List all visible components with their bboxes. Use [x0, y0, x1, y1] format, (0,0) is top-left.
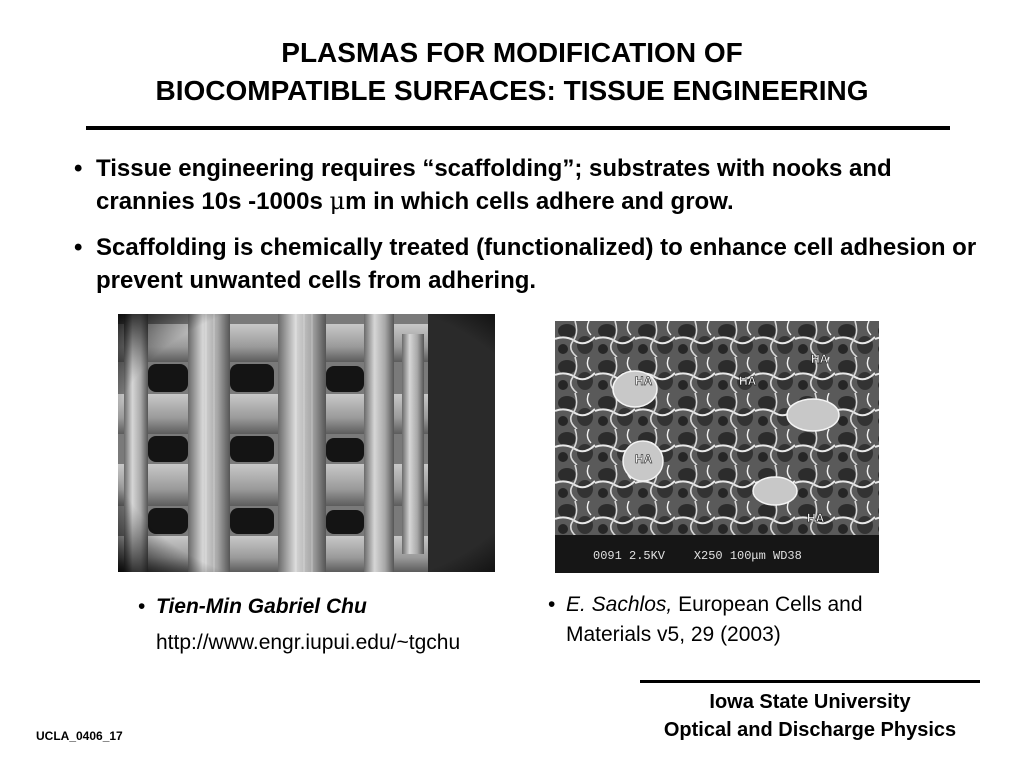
bullet-text: Tissue engineering requires “scaffolding”; substrates with nooks and crannies 10s -1000s: [96, 155, 892, 215]
caption-author: E. Sachlos,: [566, 593, 673, 616]
caption-bullet: •: [548, 593, 556, 616]
left-figure-caption: [138, 592, 538, 658]
caption-citation: European Cells and Materials v5, 29 (2003): [566, 593, 863, 646]
title-line-1: PLASMAS FOR MODIFICATION OF: [281, 37, 743, 68]
bullet-marker: •: [74, 234, 83, 261]
title-line-2: BIOCOMPATIBLE SURFACES: TISSUE ENGINEERING: [155, 75, 869, 106]
ha-label-2: HA: [635, 374, 653, 388]
footer-university: Iowa State University: [709, 691, 911, 713]
title-underline: [86, 126, 950, 130]
right-figure-caption: [548, 590, 948, 650]
caption-author: Tien-Min Gabriel Chu: [156, 595, 367, 618]
bullet-marker: •: [74, 155, 83, 182]
ha-label-5: HA: [807, 511, 825, 525]
slide-id: UCLA_0406_17: [36, 729, 123, 743]
footer-department: Optical and Discharge Physics: [663, 719, 957, 741]
ha-label-1: HA: [811, 352, 829, 366]
slide-title: [0, 34, 1024, 110]
bullet-list: [74, 152, 994, 310]
footer-rule: [640, 680, 980, 683]
sem-databar: 0091 2.5KV X250 100μm WD38: [593, 549, 802, 563]
ha-label-3: HA: [739, 374, 757, 388]
caption-bullet: •: [138, 595, 146, 618]
micro-symbol: μ: [329, 187, 346, 215]
sem-porous-foam-image: [555, 321, 879, 573]
caption-url: http://www.engr.iupui.edu/~tgchu: [156, 631, 461, 654]
footer-affiliation: [620, 688, 1000, 744]
bullet-text: Scaffolding is chemically treated (functionalized) to enhance cell adhesion or prevent unwanted cells from adhering.: [96, 234, 977, 294]
bullet-item-functionalized: [74, 231, 994, 297]
sem-scaffold-grid-image: [118, 314, 495, 572]
bullet-text-end: m in which cells adhere and grow.: [345, 188, 734, 215]
bullet-item-scaffolding: [74, 152, 994, 218]
ha-label-4: HA: [635, 452, 653, 466]
